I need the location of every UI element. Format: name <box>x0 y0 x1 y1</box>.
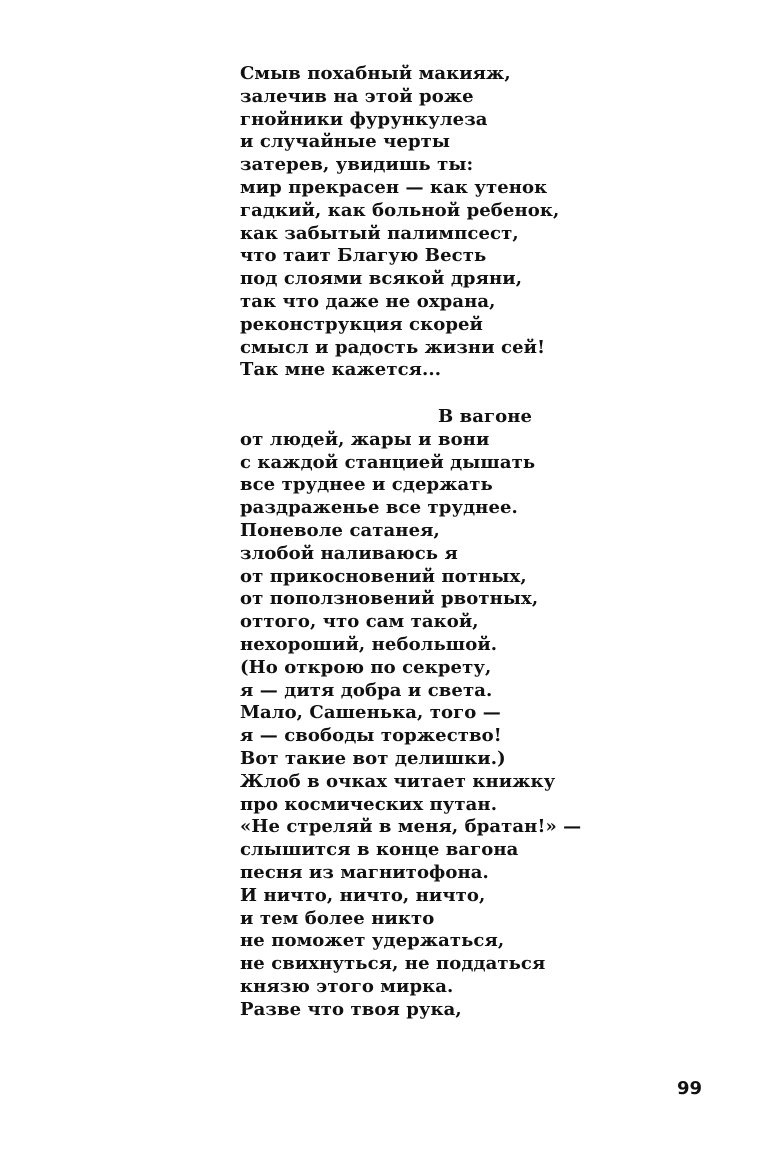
poem-line: залечив на этой роже <box>240 85 474 107</box>
poem-line: не поможет удержаться, <box>240 930 505 952</box>
poem-line: раздраженье все труднее. <box>240 497 518 519</box>
poem-line: Так мне кажется... <box>240 359 442 381</box>
poem-line-indented: В вагоне <box>438 406 533 427</box>
poem-line: все труднее и сдержать <box>240 474 493 496</box>
poem-line: не свихнуться, не поддаться <box>240 953 546 975</box>
poem-line: Мало, Сашенька, того — <box>240 702 501 724</box>
poem-line: с каждой станцией дышать <box>240 451 536 473</box>
poem-line: что таит Благую Весть <box>240 245 487 267</box>
poem-line: гнойники фурункулеза <box>240 108 488 130</box>
poem-line: от поползновений рвотных, <box>240 588 539 610</box>
poem-line: про космических путан. <box>240 793 498 815</box>
poem-line: затерев, увидишь ты: <box>240 154 474 176</box>
poem-line: И ничто, ничто, ничто, <box>240 884 486 906</box>
poem-line: я — свободы торжество! <box>240 725 502 747</box>
poem-line: и тем более никто <box>240 907 435 929</box>
poem-line: гадкий, как больной ребенок, <box>240 199 560 221</box>
poem-line: Поневоле сатанея, <box>240 519 440 541</box>
page-number: 99 <box>676 1078 702 1099</box>
poem-line: от прикосновений потных, <box>240 565 527 587</box>
poem-line: Вот такие вот делишки.) <box>240 747 506 769</box>
poem-line: и случайные черты <box>240 131 451 153</box>
poem-line: мир прекрасен — как утенок <box>240 176 548 198</box>
poem-line: слышится в конце вагона <box>240 839 519 861</box>
poem-line: «Не стреляй в меня, братан!» — <box>240 816 582 838</box>
poem-line: (Но открою по секрету, <box>240 656 492 678</box>
poem-line: Смыв похабный макияж, <box>240 63 511 84</box>
poem-line: под слоями всякой дряни, <box>240 268 523 290</box>
poem-line: Жлоб в очках читает книжку <box>240 770 556 792</box>
poem-line: так что даже не охрана, <box>240 290 496 312</box>
poem-line: смысл и радость жизни сей! <box>240 336 546 358</box>
poem-line: злобой наливаюсь я <box>240 542 458 564</box>
poem-line: князю этого мирка. <box>240 975 454 997</box>
poem-line: Разве что твоя рука, <box>240 998 462 1020</box>
poem-stanza-1 <box>240 63 559 382</box>
poem-stanza-2 <box>240 406 581 1022</box>
poem-line: песня из магнитофона. <box>240 861 489 883</box>
poem-line: реконструкция скорей <box>240 313 484 335</box>
poem-line: оттого, что сам такой, <box>240 611 479 633</box>
poem-line: нехороший, небольшой. <box>240 633 498 655</box>
poem-line: я — дитя добра и света. <box>240 679 493 701</box>
poem-line: как забытый палимпсест, <box>240 222 519 244</box>
poem-line: от людей, жары и вони <box>240 428 490 450</box>
